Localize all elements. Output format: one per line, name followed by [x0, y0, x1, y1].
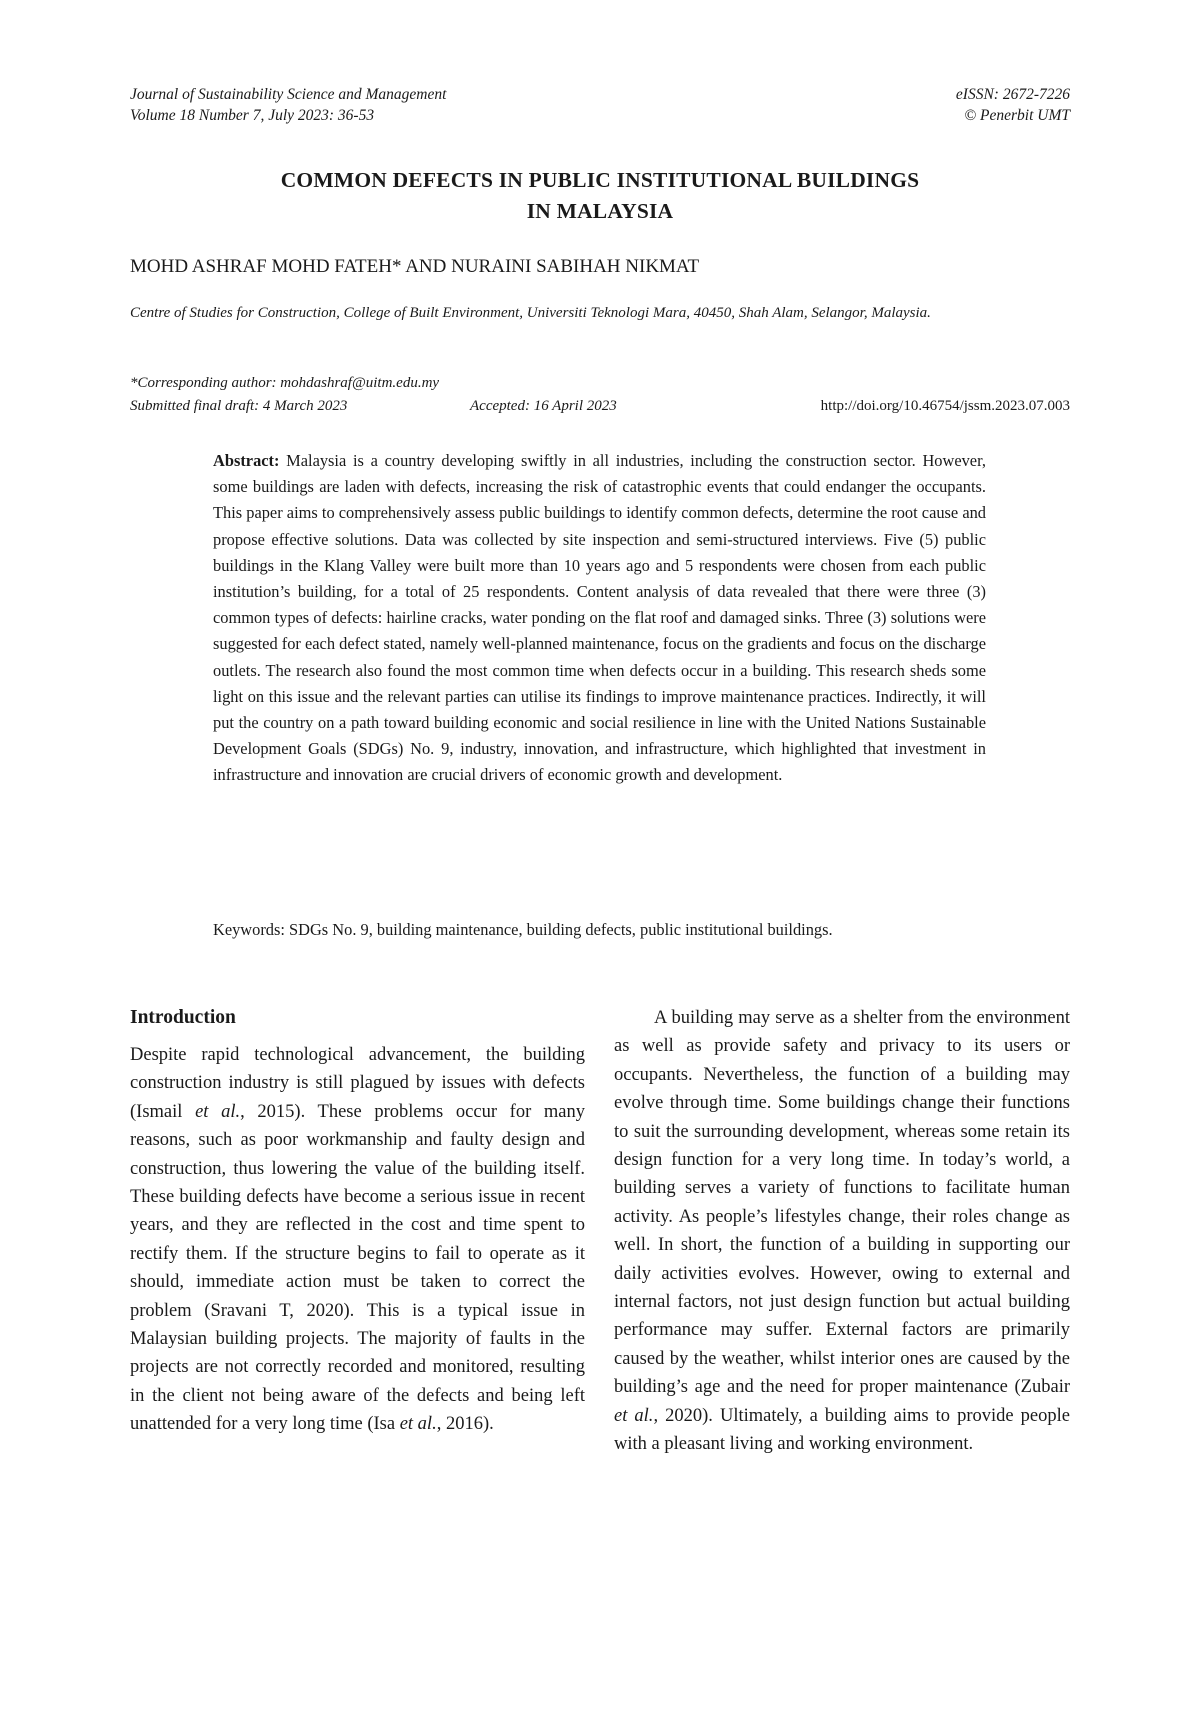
- paragraph-text: A building may serve as a shelter from the environment as well as provide safety and privacy to its users or occupants. Nevertheless, the function of a building may evolve through time. Some buildings change their functions to suit the surrounding development, whereas some retain its design function for a very long time. In today’s world, a building serves a variety of functions to facilitate human activity. As people’s lifestyles change, their roles change as well. In short, the function of a building in supporting our daily activities evolves. However, owing to external and internal factors, not just design function but actual building performance may suffer. External factors are primarily caused by the weather, whilst interior ones are caused by the building’s age and the need for proper maintenance (Zubair: [614, 1008, 1070, 1398]
- journal-header-left: [130, 84, 446, 126]
- journal-name: Journal of Sustainability Science and Management: [130, 86, 447, 103]
- et-al: et al.: [399, 1414, 437, 1435]
- journal-volume: Volume 18 Number 7, July 2023: 36-53: [130, 107, 375, 124]
- introduction-paragraph-1: [130, 1041, 585, 1439]
- abstract-text: Malaysia is a country developing swiftly in all industries, including the construction sector. However, some buildings are laden with defects, increasing the risk of catastrophic events that could endanger the occupants. This paper aims to comprehensively assess public buildings to identify common defects, determine the root cause and propose effective solutions. Data was collected by site inspection and semi-structured interviews. Five (5) public buildings in the Klang Valley were built more than 10 years ago and 5 respondents were chosen from each public institution’s building, for a total of 25 respondents. Content analysis of data revealed that there were three (3) common types of defects: hairline cracks, water ponding on the flat roof and damaged sinks. Three (3) solutions were suggested for each defect stated, namely well-planned maintenance, focus on the gradients and focus on the discharge outlets. The research also found the most common time when defects occur in a building. This research sheds some light on this issue and the relevant parties can utilise its findings to improve maintenance practices. Indirectly, it will put the country on a path toward building economic and social resilience in line with the United Nations Sustainable Development Goals (SDGs) No. 9, industry, innovation, and infrastructure, which highlighted that investment in infrastructure and innovation are crucial drivers of economic growth and development.: [213, 451, 986, 785]
- paragraph-text: , 2015). These problems occur for many reasons, such as poor workmanship and faulty design and construction, thus lowering the value of the building itself. These building defects have become a serious issue in recent years, and they are reflected in the cost and time spent to rectify them. If the structure begins to fail to operate as it should, immediate action must be taken to correct the problem (Sravani T, 2020). This is a typical issue in Malaysian building projects. The majority of faults in the projects are not correctly recorded and monitored, resulting in the client not being aware of the defects and being left unattended for a very long time (Isa: [130, 1101, 585, 1435]
- paper-title-line-1: COMMON DEFECTS IN PUBLIC INSTITUTIONAL BUILDINGS: [280, 168, 920, 192]
- left-column: [130, 1004, 585, 1439]
- corresponding-author: *Corresponding author: mohdashraf@uitm.edu.my: [130, 375, 440, 391]
- right-column: [614, 1004, 1070, 1459]
- et-al: et al.: [195, 1101, 241, 1122]
- paper-title-line-2: IN MALAYSIA: [526, 199, 674, 223]
- paragraph-text: , 2016).: [436, 1414, 494, 1435]
- introduction-paragraph-2: [614, 1004, 1070, 1459]
- et-al: et al.: [614, 1405, 654, 1426]
- paragraph-text: , 2020). Ultimately, a building aims to provide people with a pleasant living and working environment.: [614, 1405, 1070, 1455]
- paper-title: [130, 165, 1070, 227]
- doi-link[interactable]: http://doi.org/10.46754/jssm.2023.07.003: [820, 398, 1070, 414]
- abstract: [213, 448, 986, 789]
- eissn: eISSN: 2672-7226: [955, 86, 1070, 103]
- authors: MOHD ASHRAF MOHD FATEH* AND NURAINI SABIHAH NIKMAT: [130, 256, 700, 277]
- abstract-label: Abstract:: [213, 451, 280, 470]
- accepted-date: Accepted: 16 April 2023: [470, 398, 617, 414]
- paragraph-text: Despite rapid technological advancement, the building construction industry is still plagued by issues with defects (Ismail: [130, 1045, 585, 1122]
- section-heading-introduction: Introduction: [130, 1007, 236, 1028]
- submitted-date: Submitted final draft: 4 March 2023: [130, 398, 348, 414]
- keywords: Keywords: SDGs No. 9, building maintenance, building defects, public institutional buildings.: [213, 920, 833, 939]
- publisher: © Penerbit UMT: [964, 107, 1070, 124]
- journal-header-right: [956, 84, 1070, 126]
- affiliation: Centre of Studies for Construction, College of Built Environment, Universiti Teknologi Mara, 40450, Shah Alam, Selangor, Malaysia.: [130, 305, 931, 321]
